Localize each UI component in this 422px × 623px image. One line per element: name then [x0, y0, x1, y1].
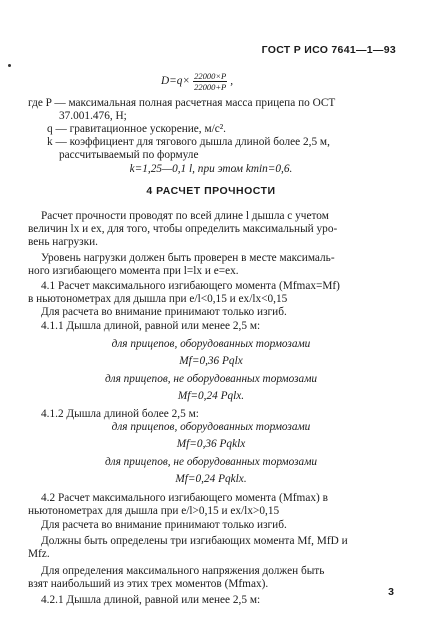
formula-d	[161, 71, 233, 92]
para1-line1: Расчет прочности проводят по всей длине l дышла с учетом	[41, 210, 329, 222]
para3-line3: Для расчета во внимание принимают только изгиб.	[41, 306, 287, 318]
fraction-numerator: 22000×P	[194, 71, 227, 81]
braked-caption-2: для прицепов, оборудованных тормозами	[111, 421, 311, 433]
formula-mf-1: Mf=0,36 Pqlx	[179, 355, 243, 367]
where-line-2: 37.001.476, Н;	[59, 110, 127, 122]
para42-line1: 4.2 Расчет максимального изгибающего момента (Mfmax) в	[41, 492, 328, 504]
para44-line2: взят наибольший из этих трех моментов (Mfmax).	[28, 578, 269, 590]
para2-line1: Уровень нагрузки должен быть проверен в месте максималь-	[41, 252, 335, 264]
para43-line1: Должны быть определены три изгибающих момента Mf, MfD и	[41, 535, 348, 547]
section-4-2-1: 4.2.1 Дышла длиной, равной или менее 2,5 м:	[41, 594, 261, 606]
where-line-1: где P — максимальная полная расчетная масса прицепа по ОСТ	[28, 97, 336, 109]
formula-d-fraction	[193, 71, 227, 92]
scan-speck	[8, 64, 11, 67]
section-4-1-2: 4.1.2 Дышла длиной более 2,5 м:	[41, 408, 199, 420]
formula-mf-4: Mf=0,24 Pqklx.	[175, 473, 247, 485]
para42-line3: Для расчета во внимание принимают только изгиб.	[41, 519, 287, 531]
section-title: 4 РАСЧЕТ ПРОЧНОСТИ	[146, 185, 276, 197]
para1-line2: величин lx и ex, для того, чтобы определить максимальный уро-	[28, 223, 338, 235]
where-line-5: рассчитываемый по формуле	[59, 149, 199, 161]
para1-line3: вень нагрузки.	[28, 236, 98, 248]
para42-line2: ньютонометрах для дышла при e/l>0,15 и ex/lx>0,15	[28, 505, 280, 517]
para3-line1: 4.1 Расчет максимального изгибающего момента (Mfmax=Mf)	[41, 280, 340, 292]
where-line-4: k — коэффициент для тягового дышла длиной более 2,5 м,	[47, 136, 330, 148]
para44-line1: Для определения максимального напряжения должен быть	[41, 565, 325, 577]
formula-d-lhs: D=q×	[161, 75, 191, 88]
formula-mf-3: Mf=0,36 Pqklx	[176, 438, 246, 450]
formula-d-tail: ,	[230, 75, 234, 88]
unbraked-caption-1: для прицепов, не оборудованных тормозами	[104, 373, 318, 385]
para2-line2: ного изгибающего момента при l=lx и e=ex.	[28, 265, 239, 277]
section-4-1-1: 4.1.1 Дышла длиной, равной или менее 2,5 м:	[41, 320, 261, 332]
where-line-3: q — гравитационное ускорение, м/с².	[47, 123, 226, 135]
document-header: ГОСТ Р ИСО 7641—1—93	[261, 44, 396, 56]
page-number: 3	[388, 585, 394, 598]
formula-mf-2: Mf=0,24 Pqlx.	[177, 390, 245, 402]
fraction-denominator: 22000+P	[194, 82, 227, 92]
unbraked-caption-2: для прицепов, не оборудованных тормозами	[104, 456, 318, 468]
braked-caption-1: для прицепов, оборудованных тормозами	[111, 338, 311, 350]
para43-line2: Mfz.	[28, 548, 50, 560]
para3-line2: в ньютонометрах для дышла при e/l<0,15 и ex/lx<0,15	[28, 293, 288, 305]
formula-k: k=1,25—0,1 l, при этом kmin=0,6.	[129, 163, 293, 175]
